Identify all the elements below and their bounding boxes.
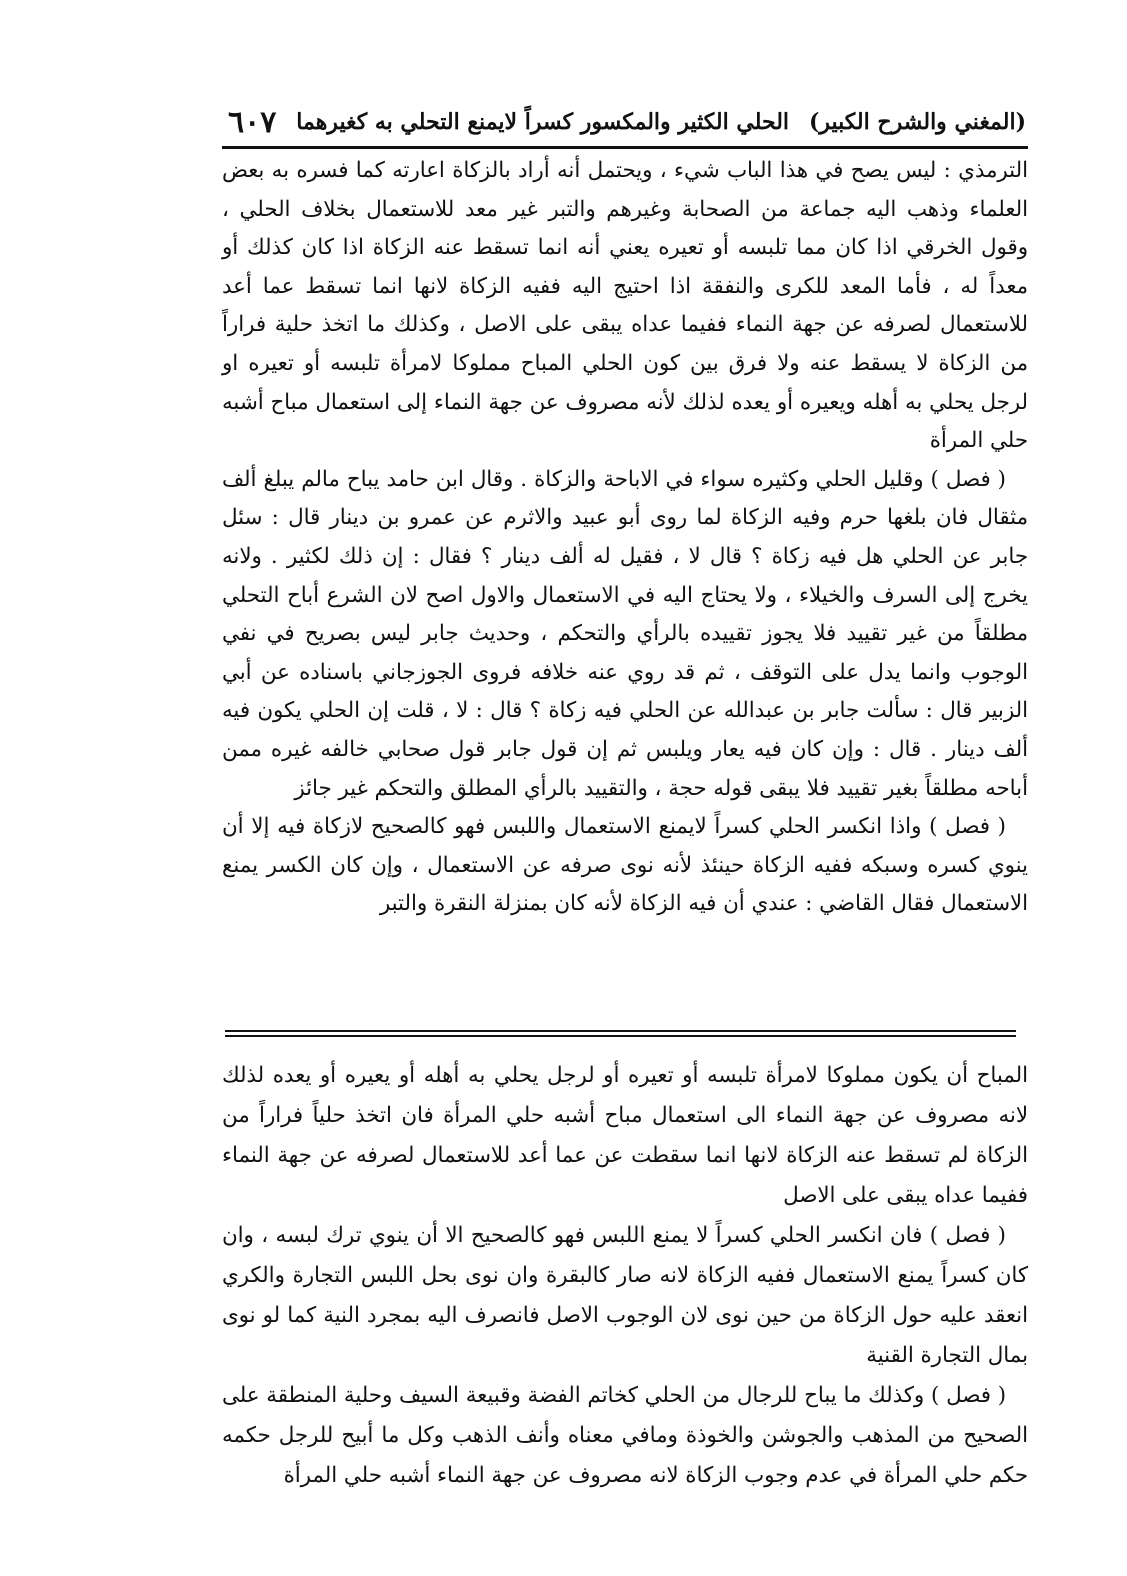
main-paragraph: ( فصل ) وقليل الحلي وكثيره سواء في الاباحة والزكاة . وقال ابن حامد يباح مالم يبلغ ألف مثقال فان بلغها حرم وفيه الزكاة لما روى أبو عبيد والاثرم عن عمرو بن دينار قال : سئل جابر عن الحلي هل فيه زكاة ؟ قال لا ، فقيل له ألف دينار ؟ فقال : إن ذلك لكثير . ولانه يخرج إلى السرف والخيلاء ، ولا يحتاج اليه في الاستعمال والاول اصح لان الشرع أباح التحلي مطلقاً من غير تقييد فلا يجوز تقييده بالرأي والتحكم ، وحديث جابر ليس بصريح في نفي الوجوب وانما يدل على التوقف ، ثم قد روي عنه خلافه فروى الجوزجاني باسناده عن أبي الزبير قال : سألت جابر بن عبدالله عن الحلي فيه زكاة ؟ قال : لا ، قلت إن الحلي يكون فيه ألف دينار . قال : وإن كان فيه يعار ويلبس ثم إن قول جابر قول صحابي خالفه غيره ممن أباحه مطلقاً بغير تقييد فلا يبقى قوله حجة ، والتقييد بالرأي المطلق والتحكم غير جائز xyxy=(222,466,1028,801)
section-divider xyxy=(225,1030,1016,1032)
book-title: (المغني والشرح الكبير) xyxy=(808,109,1026,135)
commentary-text xyxy=(222,1056,1028,1496)
page-header xyxy=(228,100,1026,144)
header-rule xyxy=(222,146,1028,149)
main-paragraph: ( فصل ) واذا انكسر الحلي كسراً لايمنع الاستعمال واللبس فهو كالصحيح لازكاة فيه إلا أن ينوي كسره وسبكه ففيه الزكاة حينئذ لأنه نوى صرفه عن الاستعمال ، وإن كان الكسر يمنع الاستعمال فقال القاضي : عندي أن فيه الزكاة لأنه كان بمنزلة النقرة والتبر xyxy=(222,814,1028,917)
commentary-paragraph: المباح أن يكون مملوكا لامرأة تلبسه أو تعيره أو لرجل يحلي به أهله أو يعيره أو يعده لذلك لانه مصروف عن جهة النماء الى استعمال مباح أشبه حلي المرأة فان اتخذ حلياً فراراً من الزكاة لم تسقط عنه الزكاة لانها انما سقطت عن عما أعد للاستعمال لصرفه عن جهة النماء ففيما عداه يبقى على الاصل xyxy=(222,1063,1028,1208)
main-text xyxy=(222,152,1028,924)
commentary-paragraph: ( فصل ) فان انكسر الحلي كسراً لا يمنع اللبس فهو كالصحيح الا أن ينوي ترك لبسه ، وان كان كسراً يمنع الاستعمال ففيه الزكاة لانه صار كالبقرة وان نوى بحل اللبس التجارة والكري انعقد عليه حول الزكاة من حين نوى لان الوجوب الاصل فانصرف اليه بمجرد النية كما لو نوى بمال التجارة القنية xyxy=(222,1223,1028,1368)
section-divider xyxy=(225,1035,1016,1037)
chapter-title: الحلي الكثير والمكسور كسراً لايمنع التحلي به كغيرهما xyxy=(296,109,790,135)
page-number: ٦٠٧ xyxy=(228,104,277,140)
commentary-paragraph: ( فصل ) وكذلك ما يباح للرجال من الحلي كخاتم الفضة وقبيعة السيف وحلية المنطقة على الصحيح من المذهب والجوشن والخوذة ومافي معناه وأنف الذهب وكل ما أبيح للرجل حكمه حكم حلي المرأة في عدم وجوب الزكاة لانه مصروف عن جهة النماء أشبه حلي المرأة xyxy=(222,1383,1028,1488)
main-paragraph: الترمذي : ليس يصح في هذا الباب شيء ، ويحتمل أنه أراد بالزكاة اعارته كما فسره به بعض العلماء وذهب اليه جماعة من الصحابة وغيرهم والتبر غير معد للاستعمال بخلاف الحلي ، وقول الخرقي اذا كان مما تلبسه أو تعيره يعني أنه انما تسقط عنه الزكاة اذا كان كذلك أو معداً له ، فأما المعد للكرى والنفقة اذا احتيج اليه ففيه الزكاة لانها انما تسقط عما أعد للاستعمال لصرفه عن جهة النماء ففيما عداه يبقى على الاصل ، وكذلك ما اتخذ حلية فراراً من الزكاة لا يسقط عنه ولا فرق بين كون الحلي المباح مملوكا لامرأة تلبسه أو تعيره او لرجل يحلي به أهله ويعيره أو يعده لذلك لأنه مصروف عن جهة النماء إلى استعمال مباح أشبه حلي المرأة xyxy=(222,158,1028,454)
